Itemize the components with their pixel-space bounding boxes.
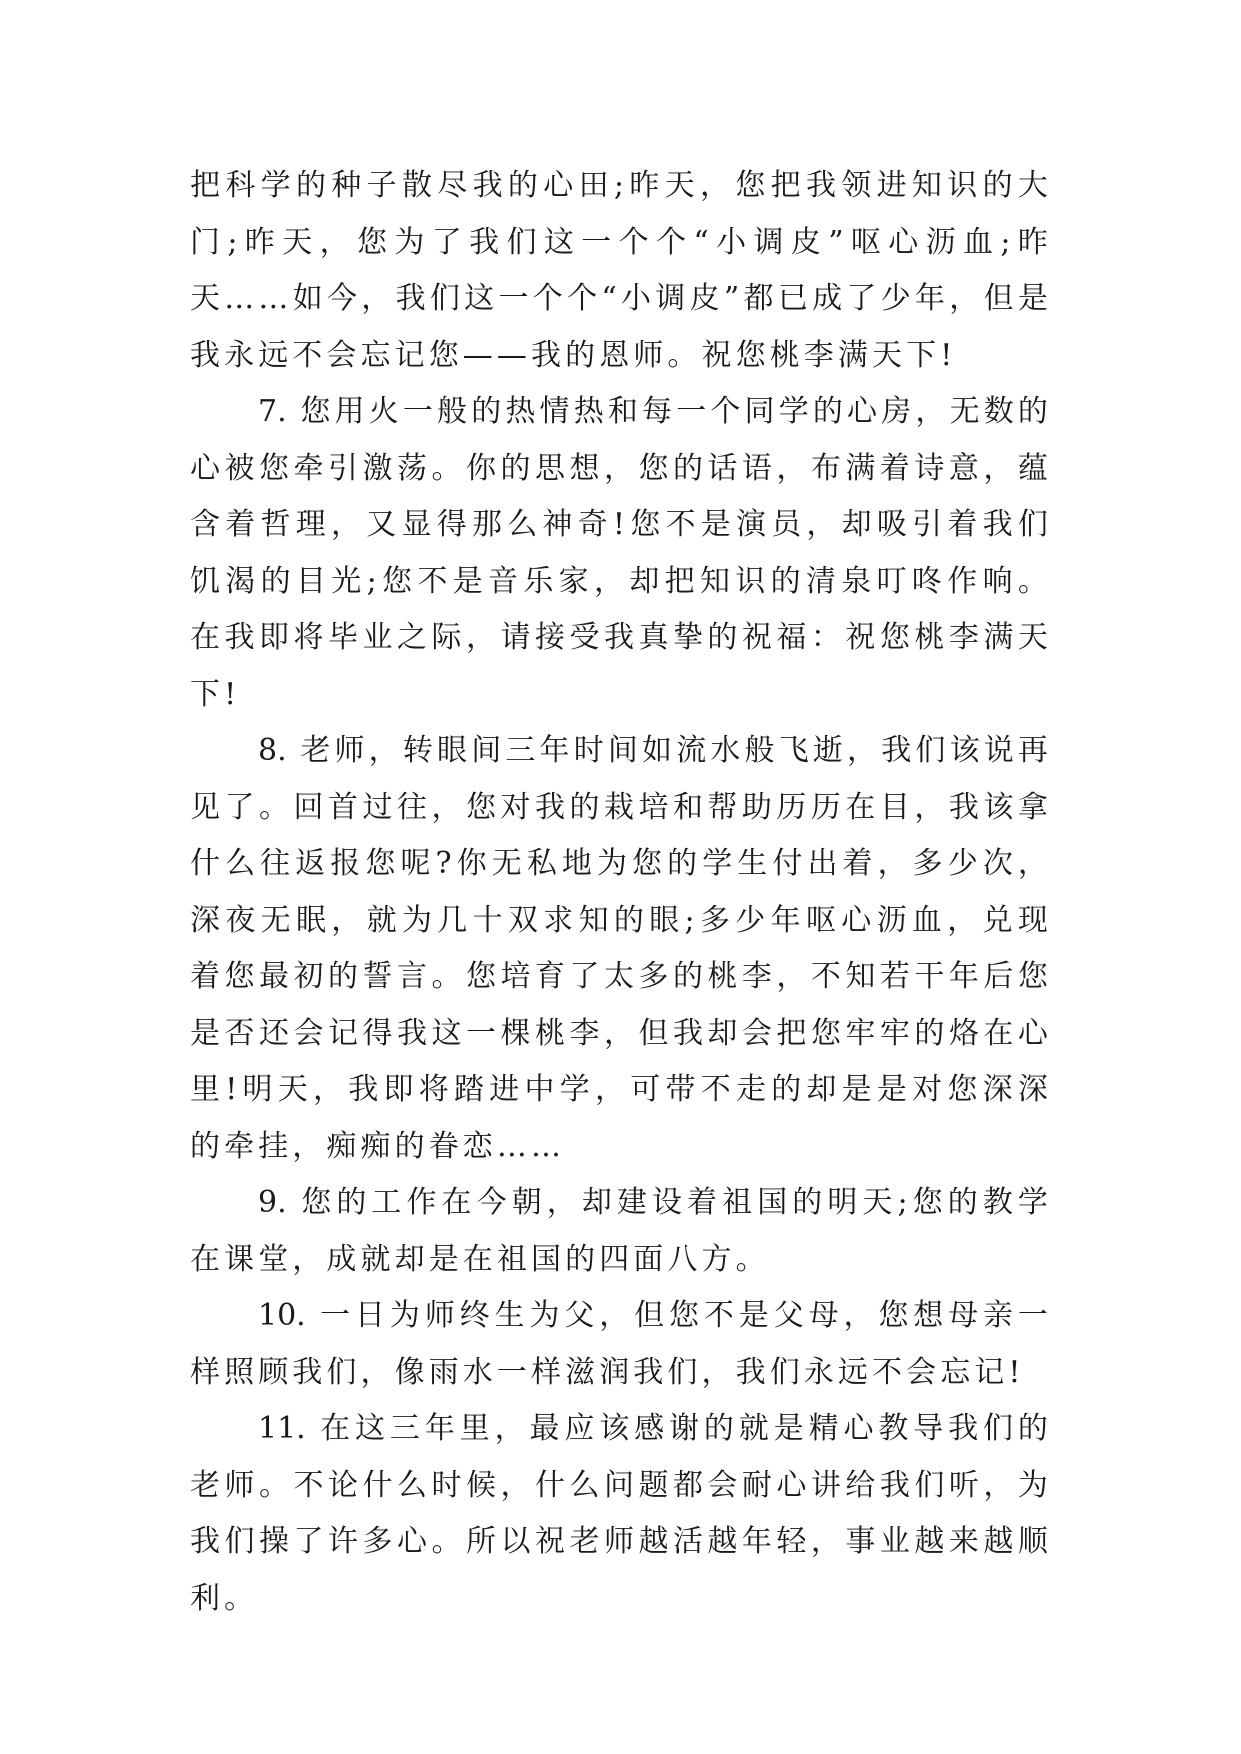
paragraph-8 xyxy=(190,723,1052,1175)
paragraph-11 xyxy=(190,1401,1052,1627)
paragraph-number: 8. xyxy=(258,733,287,768)
paragraph-text: 老师，转眼间三年时间如流水般飞逝，我们该说再见了。回首过往，您对我的栽培和帮助历历在目，我该拿什么往返报您呢?你无私地为您的学生付出着，多少次，深夜无眠，就为几十双求知的眼;多少年呕心沥血，兑现着您最初的誓言。您培育了太多的桃李，不知若干年后您是否还会记得我这一棵桃李，但我却会把您牢牢的烙在心里!明天，我即将踏进中学，可带不走的却是是对您深深的牵挂，痴痴的眷恋…… xyxy=(190,733,1053,1164)
paragraph-text: 您用火一般的热情热和每一个同学的心房，无数的心被您牵引激荡。你的思想，您的话语，布满着诗意，蕴含着哲理，又显得那么神奇!您不是演员，却吸引着我们饥渴的目光;您不是音乐家，却把知识的清泉叮咚作响。在我即将毕业之际，请接受我真挚的祝福：祝您桃李满天下! xyxy=(190,394,1053,712)
paragraph-continued xyxy=(190,158,1052,384)
paragraph-text: 把科学的种子散尽我的心田;昨天，您把我领进知识的大门;昨天，您为了我们这一个个“小调皮”呕心沥血;昨天……如今，我们这一个个“小调皮”都已成了少年，但是我永远不会忘记您——我的恩师。祝您桃李满天下! xyxy=(190,168,1052,373)
document-body xyxy=(190,158,1052,1627)
paragraph-text: 您的工作在今朝，却建设着祖国的明天;您的教学在课堂，成就却是在祖国的四面八方。 xyxy=(190,1185,1053,1277)
paragraph-text: 在这三年里，最应该感谢的就是精心教导我们的老师。不论什么时候，什么问题都会耐心讲给我们听，为我们操了许多心。所以祝老师越活越年轻，事业越来越顺利。 xyxy=(190,1411,1052,1616)
paragraph-7 xyxy=(190,384,1052,723)
paragraph-9 xyxy=(190,1175,1052,1288)
paragraph-number: 10. xyxy=(258,1298,306,1333)
paragraph-number: 11. xyxy=(258,1411,306,1446)
paragraph-number: 9. xyxy=(258,1185,287,1220)
paragraph-text: 一日为师终生为父，但您不是父母，您想母亲一样照顾我们，像雨水一样滋润我们，我们永远不会忘记! xyxy=(190,1298,1052,1390)
paragraph-10 xyxy=(190,1288,1052,1401)
paragraph-number: 7. xyxy=(258,394,287,429)
